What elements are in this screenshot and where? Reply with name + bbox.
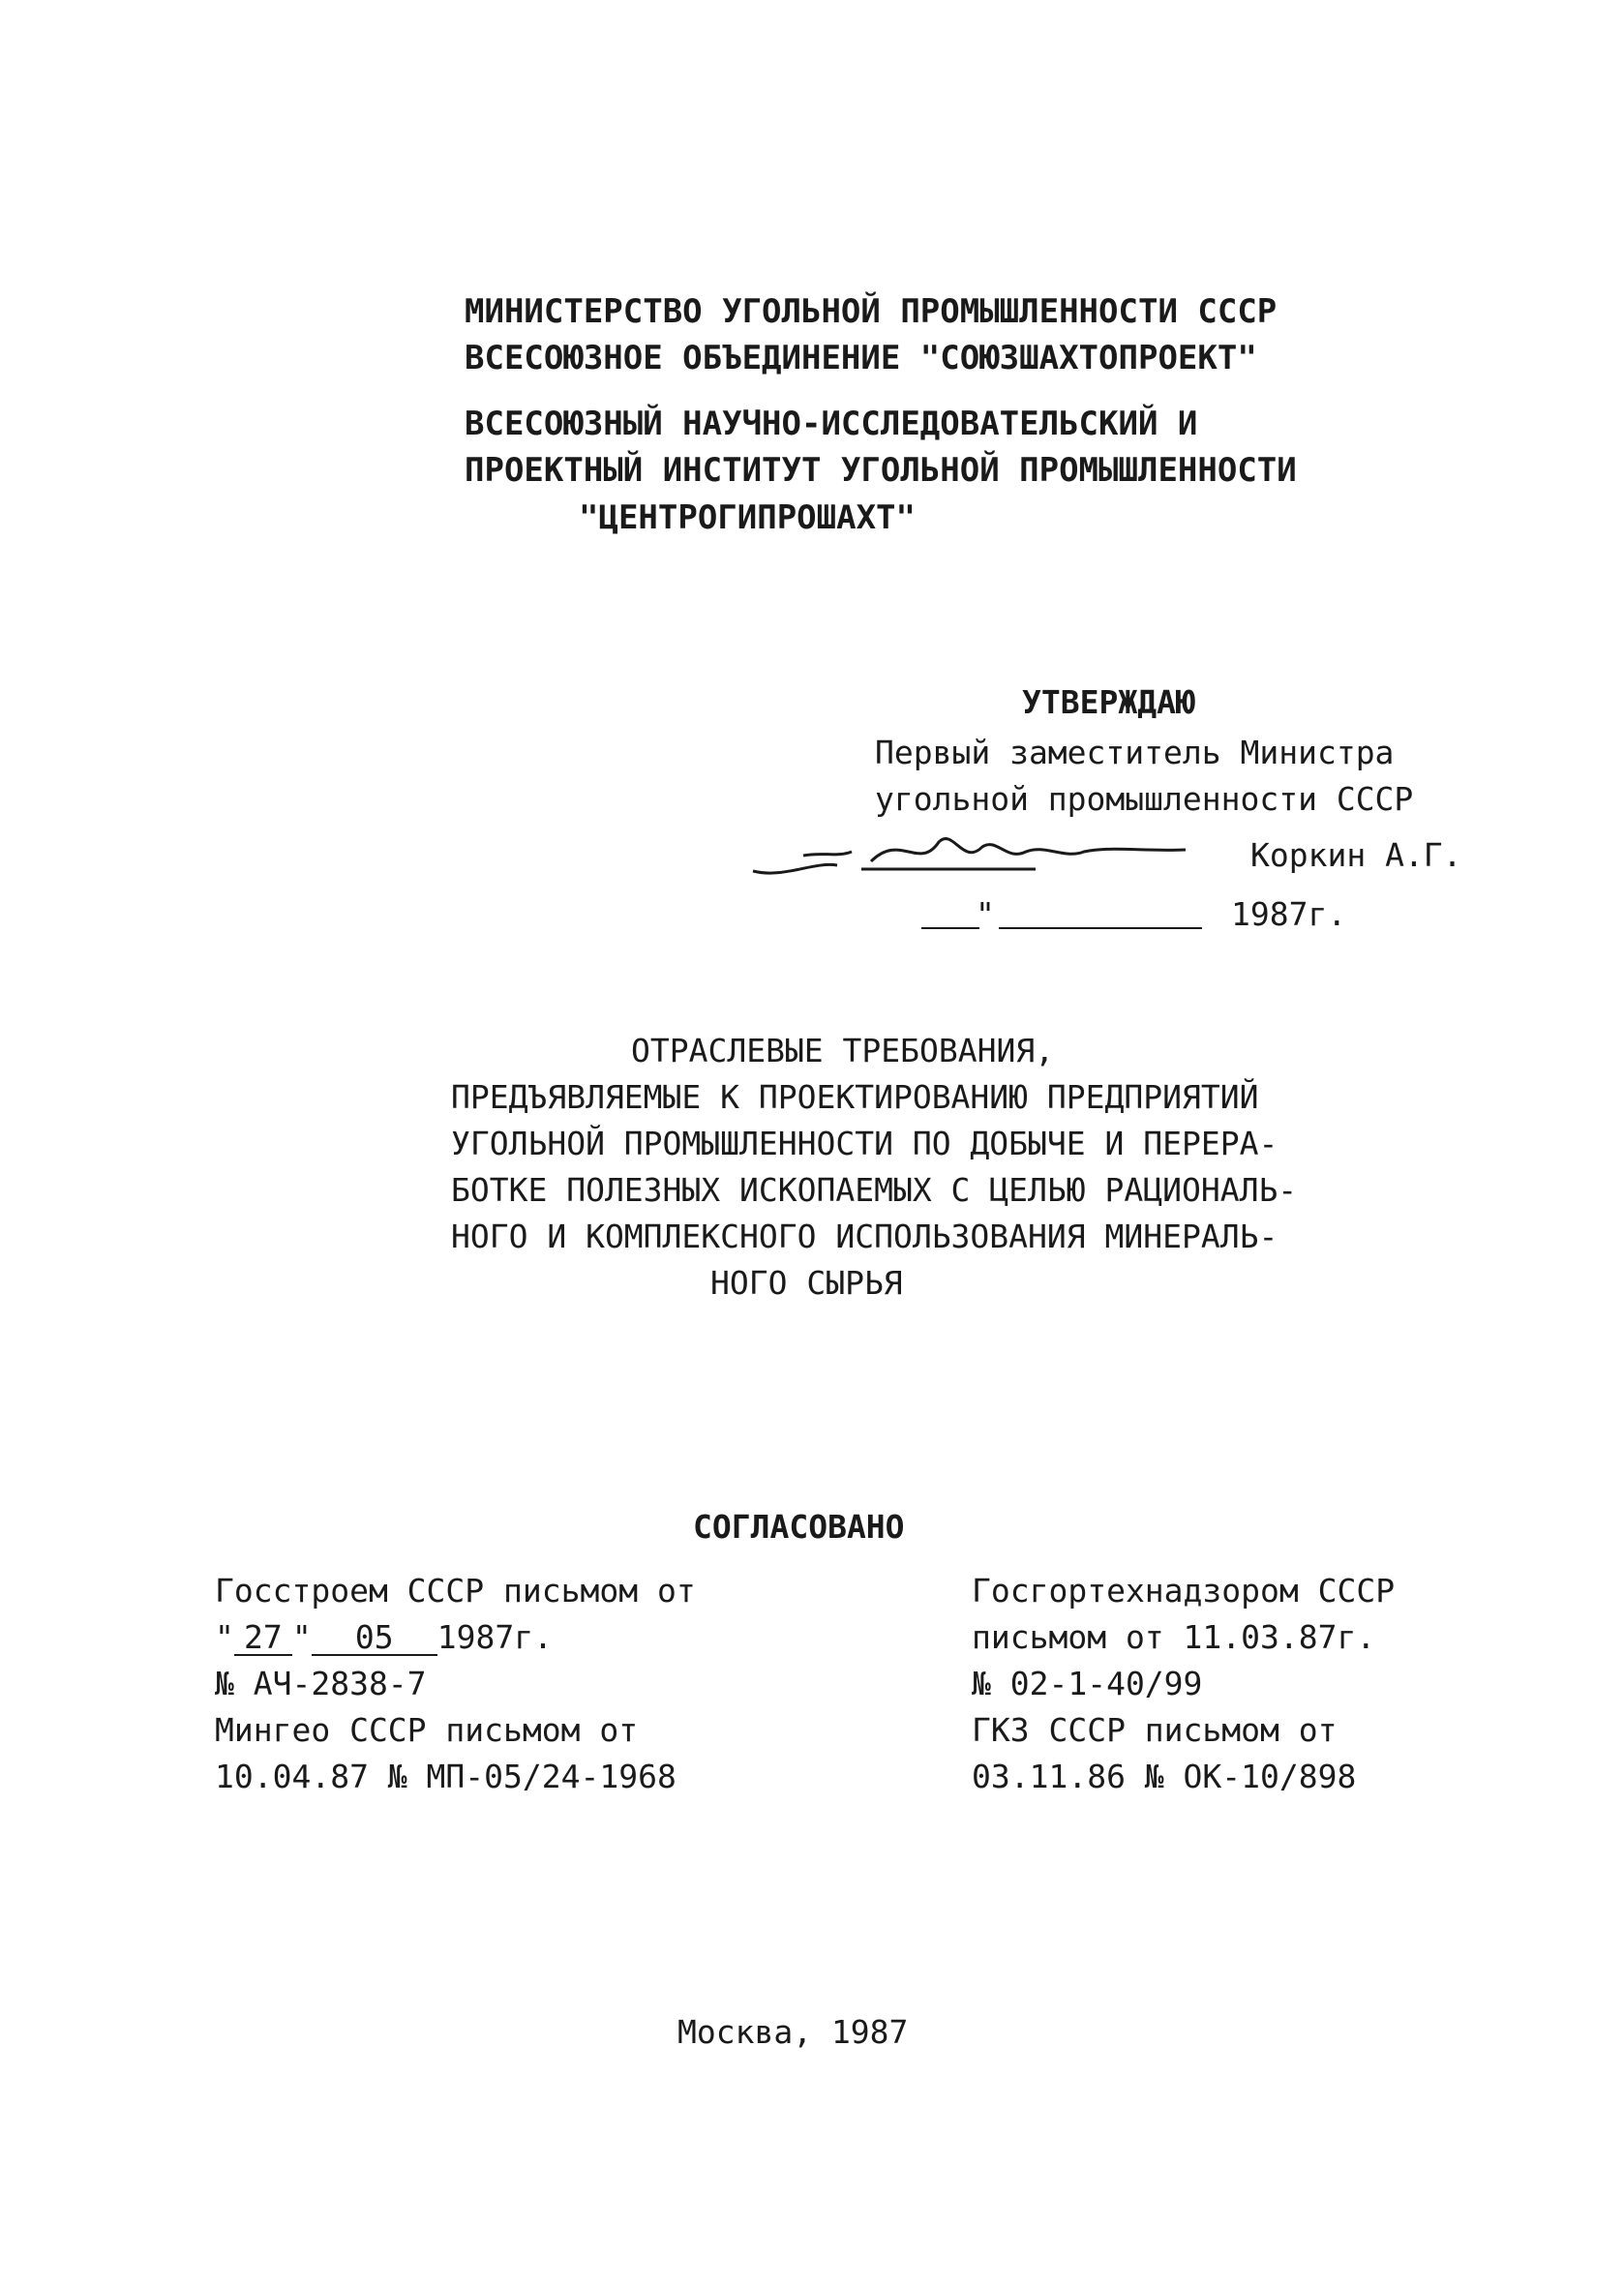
quote-open: " [215,1618,234,1656]
header-institute-line2: ПРОЕКТНЫЙ ИНСТИТУТ УГОЛЬНОЙ ПРОМЫШЛЕННОСТИ [465,451,1297,490]
approver-name: Коркин А.Г. [1250,836,1462,874]
approval-ministry: угольной промышленности СССР [875,780,1414,818]
date-day-blank [921,927,979,929]
agreed-left-line1: Госстроем СССР письмом от [215,1572,696,1610]
agreed-right-line4: ГКЗ СССР письмом от [972,1711,1338,1749]
header-association: ВСЕСОЮЗНОЕ ОБЪЕДИНЕНИЕ "СОЮЗШАХТОПРОЕКТ" [465,339,1257,377]
agreed-left-day: 27 [234,1621,292,1656]
title-line-6: НОГО СЫРЬЯ [710,1264,903,1302]
agreed-left-line5: 10.04.87 № МП-05/24-1968 [215,1758,677,1795]
title-line-5: НОГО И КОМПЛЕКСНОГО ИСПОЛЬЗОВАНИЯ МИНЕРАЛЬ- [451,1218,1278,1255]
approval-title: УТВЕРЖДАЮ [1022,683,1195,721]
header-institute-line1: ВСЕСОЮЗНЫЙ НАУЧНО-ИССЛЕДОВАТЕЛЬСКИЙ И [465,405,1198,443]
quote-close: " [291,1618,312,1656]
title-line-4: БОТКЕ ПОЛЕЗНЫХ ИСКОПАЕМЫХ С ЦЕЛЬЮ РАЦИОНАЛЬ- [451,1171,1298,1209]
agreed-title: СОГЛАСОВАНО [693,1508,905,1546]
handwritten-signature [745,823,1248,890]
header-institute-name: "ЦЕНТРОГИПРОШАХТ" [579,498,916,537]
title-line-1: ОТРАСЛЕВЫЕ ТРЕБОВАНИЯ, [631,1032,1055,1069]
agreed-right-number: № 02-1-40/99 [972,1665,1203,1702]
agreed-left-date [215,1618,553,1657]
agreed-left-number: № АЧ-2838-7 [215,1665,427,1702]
title-line-3: УГОЛЬНОЙ ПРОМЫШЛЕННОСТИ ПО ДОБЫЧЕ И ПЕРЕРА- [451,1125,1278,1162]
agreed-left-month: 05 [312,1621,437,1656]
agreed-left-year: 1987г. [436,1618,553,1656]
header-ministry: МИНИСТЕРСТВО УГОЛЬНОЙ ПРОМЫШЛЕННОСТИ СССР [465,292,1278,331]
date-month-blank [999,927,1202,929]
agreed-left-line4: Мингео СССР письмом от [215,1711,639,1749]
agreed-right-line1: Госгортехнадзором СССР [972,1572,1396,1610]
title-line-2: ПРЕДЪЯВЛЯЕМЫЕ К ПРОЕКТИРОВАНИЮ ПРЕДПРИЯТИЙ [451,1078,1259,1116]
date-quote: " [976,895,995,933]
agreed-right-line2: письмом от 11.03.87г. [972,1618,1376,1656]
approval-year: 1987г. [1231,895,1347,933]
agreed-right-line5: 03.11.86 № ОК-10/898 [972,1758,1357,1795]
approval-position: Первый заместитель Министра [875,734,1395,771]
footer-place-year: Москва, 1987 [677,2013,909,2051]
